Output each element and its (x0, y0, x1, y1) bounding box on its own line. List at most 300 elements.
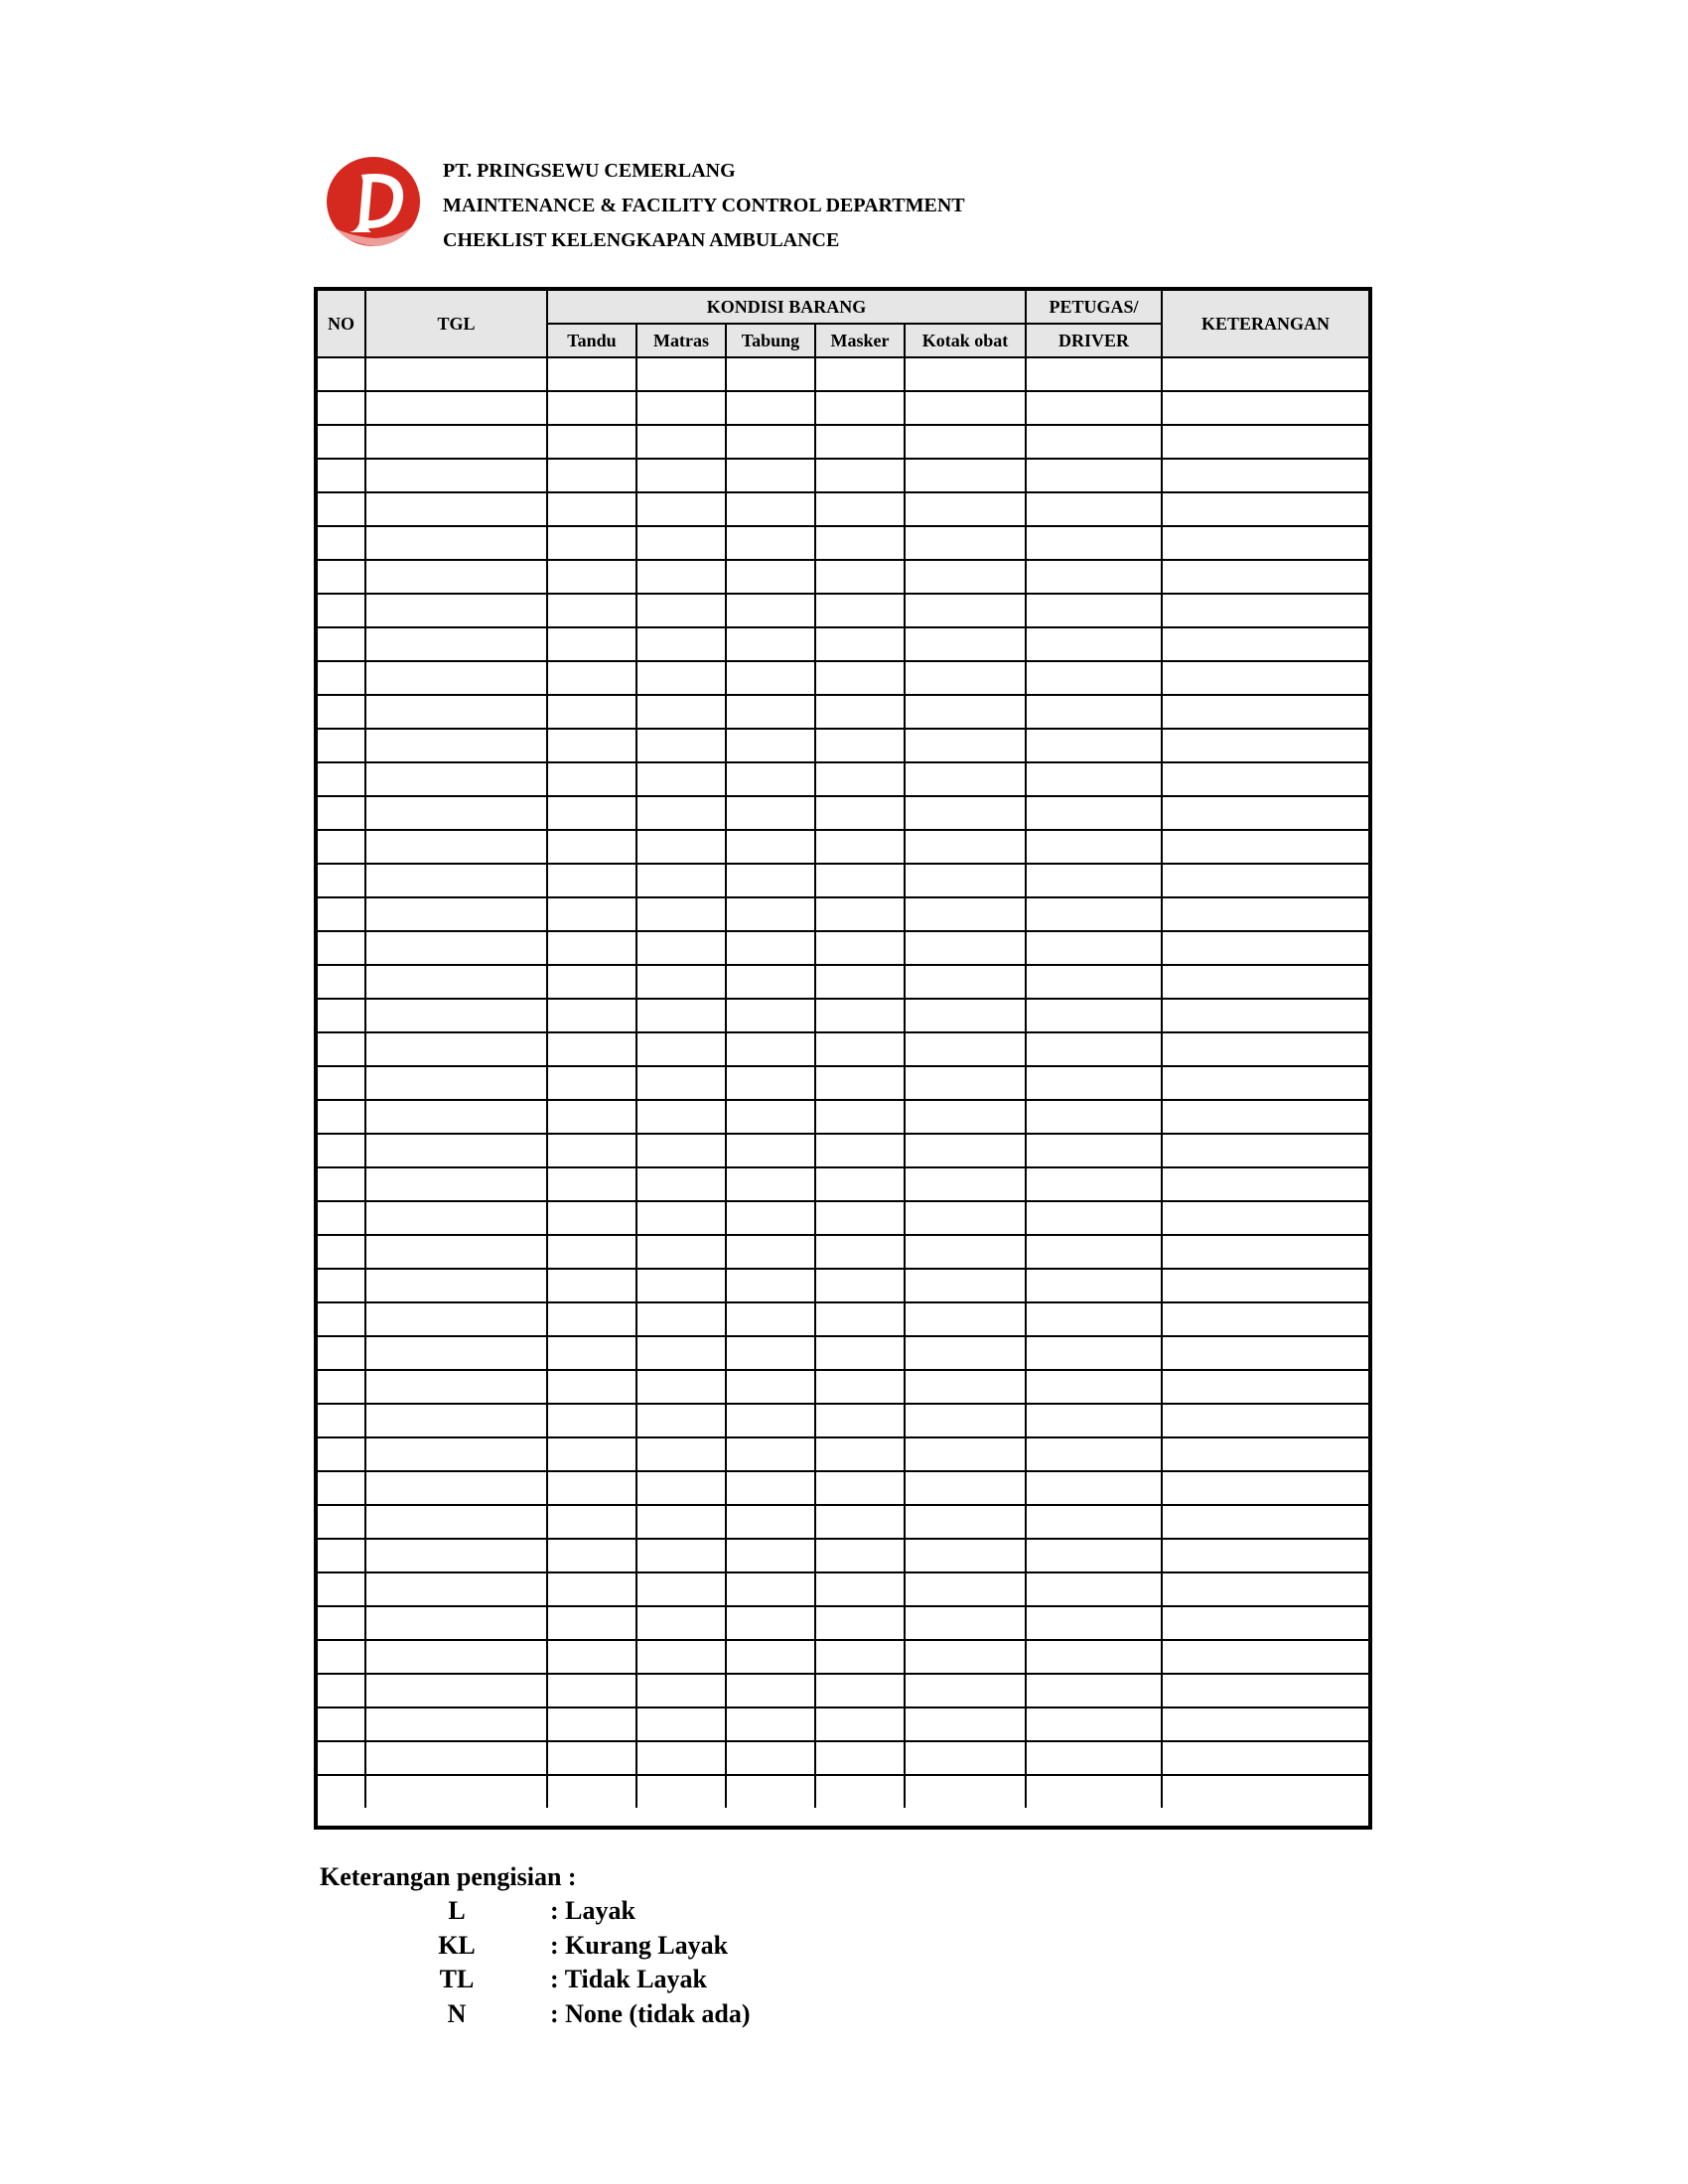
cell-tandu[interactable] (547, 594, 636, 627)
cell-no[interactable] (318, 1707, 365, 1741)
cell-no[interactable] (318, 1437, 365, 1471)
cell-petugas-driver[interactable] (1026, 1775, 1162, 1808)
cell-masker[interactable] (815, 1471, 905, 1505)
cell-matras[interactable] (636, 391, 726, 425)
cell-tabung[interactable] (726, 897, 815, 931)
cell-no[interactable] (318, 1539, 365, 1572)
cell-matras[interactable] (636, 1167, 726, 1201)
cell-no[interactable] (318, 594, 365, 627)
cell-tgl[interactable] (365, 729, 547, 762)
cell-no[interactable] (318, 1741, 365, 1775)
cell-kotak-obat[interactable] (905, 897, 1026, 931)
cell-matras[interactable] (636, 999, 726, 1032)
cell-tandu[interactable] (547, 897, 636, 931)
cell-no[interactable] (318, 1302, 365, 1336)
cell-petugas-driver[interactable] (1026, 492, 1162, 526)
cell-tabung[interactable] (726, 1302, 815, 1336)
cell-no[interactable] (318, 1640, 365, 1674)
cell-tabung[interactable] (726, 391, 815, 425)
cell-tabung[interactable] (726, 1201, 815, 1235)
cell-tabung[interactable] (726, 526, 815, 560)
cell-kotak-obat[interactable] (905, 1404, 1026, 1437)
cell-masker[interactable] (815, 492, 905, 526)
cell-matras[interactable] (636, 1269, 726, 1302)
cell-keterangan[interactable] (1162, 594, 1368, 627)
cell-tandu[interactable] (547, 1505, 636, 1539)
cell-masker[interactable] (815, 1505, 905, 1539)
cell-matras[interactable] (636, 1741, 726, 1775)
cell-matras[interactable] (636, 1707, 726, 1741)
cell-kotak-obat[interactable] (905, 864, 1026, 897)
cell-masker[interactable] (815, 1032, 905, 1066)
cell-tandu[interactable] (547, 864, 636, 897)
cell-tgl[interactable] (365, 1167, 547, 1201)
cell-keterangan[interactable] (1162, 425, 1368, 459)
cell-tabung[interactable] (726, 1134, 815, 1167)
cell-no[interactable] (318, 931, 365, 965)
cell-tandu[interactable] (547, 1741, 636, 1775)
cell-no[interactable] (318, 864, 365, 897)
cell-tandu[interactable] (547, 1336, 636, 1370)
cell-tandu[interactable] (547, 492, 636, 526)
cell-matras[interactable] (636, 1066, 726, 1100)
cell-tabung[interactable] (726, 1640, 815, 1674)
cell-tgl[interactable] (365, 627, 547, 661)
cell-tandu[interactable] (547, 1471, 636, 1505)
cell-matras[interactable] (636, 1336, 726, 1370)
cell-masker[interactable] (815, 425, 905, 459)
cell-keterangan[interactable] (1162, 1269, 1368, 1302)
cell-tabung[interactable] (726, 1741, 815, 1775)
cell-tabung[interactable] (726, 627, 815, 661)
cell-kotak-obat[interactable] (905, 729, 1026, 762)
cell-kotak-obat[interactable] (905, 695, 1026, 729)
cell-kotak-obat[interactable] (905, 830, 1026, 864)
cell-masker[interactable] (815, 560, 905, 594)
cell-petugas-driver[interactable] (1026, 661, 1162, 695)
cell-no[interactable] (318, 1606, 365, 1640)
cell-masker[interactable] (815, 594, 905, 627)
cell-tgl[interactable] (365, 1336, 547, 1370)
cell-no[interactable] (318, 425, 365, 459)
cell-masker[interactable] (815, 1437, 905, 1471)
cell-petugas-driver[interactable] (1026, 627, 1162, 661)
cell-masker[interactable] (815, 1572, 905, 1606)
cell-matras[interactable] (636, 931, 726, 965)
cell-kotak-obat[interactable] (905, 492, 1026, 526)
cell-tabung[interactable] (726, 729, 815, 762)
cell-masker[interactable] (815, 1640, 905, 1674)
cell-no[interactable] (318, 830, 365, 864)
cell-keterangan[interactable] (1162, 897, 1368, 931)
cell-tandu[interactable] (547, 1707, 636, 1741)
cell-masker[interactable] (815, 1539, 905, 1572)
cell-no[interactable] (318, 1235, 365, 1269)
cell-masker[interactable] (815, 1201, 905, 1235)
cell-keterangan[interactable] (1162, 931, 1368, 965)
cell-tgl[interactable] (365, 965, 547, 999)
cell-petugas-driver[interactable] (1026, 1201, 1162, 1235)
cell-kotak-obat[interactable] (905, 1505, 1026, 1539)
cell-tabung[interactable] (726, 1505, 815, 1539)
cell-keterangan[interactable] (1162, 762, 1368, 796)
cell-no[interactable] (318, 492, 365, 526)
cell-masker[interactable] (815, 526, 905, 560)
cell-tabung[interactable] (726, 661, 815, 695)
cell-petugas-driver[interactable] (1026, 1471, 1162, 1505)
cell-no[interactable] (318, 1674, 365, 1707)
cell-matras[interactable] (636, 695, 726, 729)
cell-tabung[interactable] (726, 1775, 815, 1808)
cell-kotak-obat[interactable] (905, 1336, 1026, 1370)
cell-matras[interactable] (636, 1775, 726, 1808)
cell-tandu[interactable] (547, 1134, 636, 1167)
cell-keterangan[interactable] (1162, 1235, 1368, 1269)
cell-matras[interactable] (636, 1201, 726, 1235)
cell-keterangan[interactable] (1162, 965, 1368, 999)
cell-tabung[interactable] (726, 695, 815, 729)
cell-tgl[interactable] (365, 391, 547, 425)
cell-tgl[interactable] (365, 1674, 547, 1707)
cell-petugas-driver[interactable] (1026, 796, 1162, 830)
cell-no[interactable] (318, 1167, 365, 1201)
cell-tandu[interactable] (547, 1235, 636, 1269)
cell-keterangan[interactable] (1162, 1066, 1368, 1100)
cell-tabung[interactable] (726, 1066, 815, 1100)
cell-kotak-obat[interactable] (905, 1741, 1026, 1775)
cell-kotak-obat[interactable] (905, 627, 1026, 661)
cell-petugas-driver[interactable] (1026, 897, 1162, 931)
cell-tabung[interactable] (726, 1235, 815, 1269)
cell-kotak-obat[interactable] (905, 1539, 1026, 1572)
cell-matras[interactable] (636, 864, 726, 897)
cell-tabung[interactable] (726, 965, 815, 999)
cell-tgl[interactable] (365, 1302, 547, 1336)
cell-kotak-obat[interactable] (905, 1606, 1026, 1640)
cell-masker[interactable] (815, 931, 905, 965)
cell-kotak-obat[interactable] (905, 931, 1026, 965)
cell-no[interactable] (318, 762, 365, 796)
cell-no[interactable] (318, 459, 365, 492)
cell-tgl[interactable] (365, 560, 547, 594)
cell-matras[interactable] (636, 357, 726, 391)
cell-petugas-driver[interactable] (1026, 830, 1162, 864)
cell-kotak-obat[interactable] (905, 1134, 1026, 1167)
cell-tabung[interactable] (726, 425, 815, 459)
cell-keterangan[interactable] (1162, 1167, 1368, 1201)
cell-keterangan[interactable] (1162, 1032, 1368, 1066)
cell-petugas-driver[interactable] (1026, 526, 1162, 560)
cell-petugas-driver[interactable] (1026, 1269, 1162, 1302)
cell-no[interactable] (318, 999, 365, 1032)
cell-keterangan[interactable] (1162, 391, 1368, 425)
cell-petugas-driver[interactable] (1026, 1741, 1162, 1775)
cell-matras[interactable] (636, 762, 726, 796)
cell-tgl[interactable] (365, 1370, 547, 1404)
cell-petugas-driver[interactable] (1026, 729, 1162, 762)
cell-kotak-obat[interactable] (905, 1572, 1026, 1606)
cell-masker[interactable] (815, 1134, 905, 1167)
cell-keterangan[interactable] (1162, 1539, 1368, 1572)
cell-tandu[interactable] (547, 1572, 636, 1606)
cell-tabung[interactable] (726, 459, 815, 492)
cell-masker[interactable] (815, 1235, 905, 1269)
cell-tandu[interactable] (547, 1066, 636, 1100)
cell-masker[interactable] (815, 661, 905, 695)
cell-tgl[interactable] (365, 1134, 547, 1167)
cell-matras[interactable] (636, 965, 726, 999)
cell-matras[interactable] (636, 1235, 726, 1269)
cell-tabung[interactable] (726, 1437, 815, 1471)
cell-masker[interactable] (815, 965, 905, 999)
cell-no[interactable] (318, 526, 365, 560)
cell-tgl[interactable] (365, 1640, 547, 1674)
cell-tabung[interactable] (726, 1674, 815, 1707)
cell-petugas-driver[interactable] (1026, 1134, 1162, 1167)
cell-tgl[interactable] (365, 594, 547, 627)
cell-tabung[interactable] (726, 1471, 815, 1505)
cell-tabung[interactable] (726, 594, 815, 627)
cell-tandu[interactable] (547, 459, 636, 492)
cell-kotak-obat[interactable] (905, 999, 1026, 1032)
cell-no[interactable] (318, 661, 365, 695)
cell-tgl[interactable] (365, 931, 547, 965)
cell-kotak-obat[interactable] (905, 1269, 1026, 1302)
cell-matras[interactable] (636, 594, 726, 627)
cell-kotak-obat[interactable] (905, 796, 1026, 830)
cell-tabung[interactable] (726, 1539, 815, 1572)
cell-tgl[interactable] (365, 1539, 547, 1572)
cell-petugas-driver[interactable] (1026, 357, 1162, 391)
cell-keterangan[interactable] (1162, 1404, 1368, 1437)
cell-tgl[interactable] (365, 762, 547, 796)
cell-masker[interactable] (815, 830, 905, 864)
cell-no[interactable] (318, 1066, 365, 1100)
cell-tabung[interactable] (726, 1370, 815, 1404)
cell-tabung[interactable] (726, 1032, 815, 1066)
cell-tandu[interactable] (547, 357, 636, 391)
cell-tgl[interactable] (365, 425, 547, 459)
cell-tgl[interactable] (365, 864, 547, 897)
cell-keterangan[interactable] (1162, 1572, 1368, 1606)
cell-tabung[interactable] (726, 357, 815, 391)
cell-tandu[interactable] (547, 1539, 636, 1572)
cell-keterangan[interactable] (1162, 1606, 1368, 1640)
cell-no[interactable] (318, 796, 365, 830)
cell-keterangan[interactable] (1162, 729, 1368, 762)
cell-petugas-driver[interactable] (1026, 965, 1162, 999)
cell-kotak-obat[interactable] (905, 1032, 1026, 1066)
cell-petugas-driver[interactable] (1026, 560, 1162, 594)
cell-keterangan[interactable] (1162, 1100, 1368, 1134)
cell-kotak-obat[interactable] (905, 1707, 1026, 1741)
cell-tandu[interactable] (547, 1302, 636, 1336)
cell-kotak-obat[interactable] (905, 1100, 1026, 1134)
cell-tgl[interactable] (365, 1032, 547, 1066)
cell-masker[interactable] (815, 627, 905, 661)
cell-matras[interactable] (636, 1505, 726, 1539)
cell-tandu[interactable] (547, 1269, 636, 1302)
cell-keterangan[interactable] (1162, 1437, 1368, 1471)
cell-no[interactable] (318, 729, 365, 762)
cell-no[interactable] (318, 627, 365, 661)
cell-petugas-driver[interactable] (1026, 1235, 1162, 1269)
cell-petugas-driver[interactable] (1026, 1674, 1162, 1707)
cell-masker[interactable] (815, 1066, 905, 1100)
cell-tabung[interactable] (726, 492, 815, 526)
cell-kotak-obat[interactable] (905, 1471, 1026, 1505)
cell-tandu[interactable] (547, 1201, 636, 1235)
cell-kotak-obat[interactable] (905, 560, 1026, 594)
cell-matras[interactable] (636, 897, 726, 931)
cell-matras[interactable] (636, 729, 726, 762)
cell-keterangan[interactable] (1162, 1640, 1368, 1674)
cell-masker[interactable] (815, 1404, 905, 1437)
cell-tabung[interactable] (726, 1404, 815, 1437)
cell-kotak-obat[interactable] (905, 1674, 1026, 1707)
cell-tgl[interactable] (365, 1269, 547, 1302)
cell-tandu[interactable] (547, 1775, 636, 1808)
cell-tandu[interactable] (547, 1606, 636, 1640)
cell-matras[interactable] (636, 425, 726, 459)
cell-tgl[interactable] (365, 1572, 547, 1606)
cell-keterangan[interactable] (1162, 1471, 1368, 1505)
cell-masker[interactable] (815, 897, 905, 931)
cell-tgl[interactable] (365, 459, 547, 492)
cell-no[interactable] (318, 1471, 365, 1505)
cell-petugas-driver[interactable] (1026, 999, 1162, 1032)
cell-tabung[interactable] (726, 1100, 815, 1134)
cell-petugas-driver[interactable] (1026, 1032, 1162, 1066)
cell-tabung[interactable] (726, 1167, 815, 1201)
cell-no[interactable] (318, 1404, 365, 1437)
cell-no[interactable] (318, 391, 365, 425)
cell-no[interactable] (318, 560, 365, 594)
cell-no[interactable] (318, 1572, 365, 1606)
cell-tgl[interactable] (365, 1471, 547, 1505)
cell-matras[interactable] (636, 1370, 726, 1404)
cell-keterangan[interactable] (1162, 627, 1368, 661)
cell-matras[interactable] (636, 830, 726, 864)
cell-tgl[interactable] (365, 796, 547, 830)
cell-kotak-obat[interactable] (905, 762, 1026, 796)
cell-petugas-driver[interactable] (1026, 459, 1162, 492)
cell-masker[interactable] (815, 999, 905, 1032)
cell-matras[interactable] (636, 1100, 726, 1134)
cell-petugas-driver[interactable] (1026, 864, 1162, 897)
cell-masker[interactable] (815, 1775, 905, 1808)
cell-petugas-driver[interactable] (1026, 1707, 1162, 1741)
cell-no[interactable] (318, 1370, 365, 1404)
cell-tandu[interactable] (547, 1640, 636, 1674)
cell-tandu[interactable] (547, 796, 636, 830)
cell-tgl[interactable] (365, 1066, 547, 1100)
cell-keterangan[interactable] (1162, 1134, 1368, 1167)
cell-tandu[interactable] (547, 560, 636, 594)
cell-tabung[interactable] (726, 762, 815, 796)
cell-petugas-driver[interactable] (1026, 1336, 1162, 1370)
cell-no[interactable] (318, 1505, 365, 1539)
cell-tgl[interactable] (365, 1235, 547, 1269)
cell-petugas-driver[interactable] (1026, 1100, 1162, 1134)
cell-masker[interactable] (815, 1370, 905, 1404)
cell-matras[interactable] (636, 1572, 726, 1606)
cell-kotak-obat[interactable] (905, 425, 1026, 459)
cell-tandu[interactable] (547, 1100, 636, 1134)
cell-petugas-driver[interactable] (1026, 1572, 1162, 1606)
cell-keterangan[interactable] (1162, 796, 1368, 830)
cell-keterangan[interactable] (1162, 1505, 1368, 1539)
cell-petugas-driver[interactable] (1026, 594, 1162, 627)
cell-petugas-driver[interactable] (1026, 695, 1162, 729)
cell-petugas-driver[interactable] (1026, 1606, 1162, 1640)
cell-tgl[interactable] (365, 661, 547, 695)
cell-tgl[interactable] (365, 526, 547, 560)
cell-tabung[interactable] (726, 830, 815, 864)
cell-masker[interactable] (815, 1100, 905, 1134)
cell-tabung[interactable] (726, 864, 815, 897)
cell-masker[interactable] (815, 762, 905, 796)
cell-kotak-obat[interactable] (905, 459, 1026, 492)
cell-petugas-driver[interactable] (1026, 425, 1162, 459)
cell-petugas-driver[interactable] (1026, 1370, 1162, 1404)
cell-matras[interactable] (636, 560, 726, 594)
cell-keterangan[interactable] (1162, 830, 1368, 864)
cell-petugas-driver[interactable] (1026, 1302, 1162, 1336)
cell-no[interactable] (318, 1032, 365, 1066)
cell-masker[interactable] (815, 864, 905, 897)
cell-kotak-obat[interactable] (905, 1775, 1026, 1808)
cell-tandu[interactable] (547, 661, 636, 695)
cell-masker[interactable] (815, 1302, 905, 1336)
cell-tandu[interactable] (547, 999, 636, 1032)
cell-keterangan[interactable] (1162, 999, 1368, 1032)
cell-tgl[interactable] (365, 1201, 547, 1235)
cell-tgl[interactable] (365, 1100, 547, 1134)
cell-petugas-driver[interactable] (1026, 1505, 1162, 1539)
cell-matras[interactable] (636, 1674, 726, 1707)
cell-keterangan[interactable] (1162, 1336, 1368, 1370)
cell-masker[interactable] (815, 1674, 905, 1707)
cell-tandu[interactable] (547, 391, 636, 425)
cell-petugas-driver[interactable] (1026, 1066, 1162, 1100)
cell-petugas-driver[interactable] (1026, 1404, 1162, 1437)
cell-no[interactable] (318, 1775, 365, 1808)
cell-tandu[interactable] (547, 1674, 636, 1707)
cell-tabung[interactable] (726, 1336, 815, 1370)
cell-petugas-driver[interactable] (1026, 1167, 1162, 1201)
cell-petugas-driver[interactable] (1026, 1437, 1162, 1471)
cell-keterangan[interactable] (1162, 459, 1368, 492)
cell-kotak-obat[interactable] (905, 1201, 1026, 1235)
cell-no[interactable] (318, 357, 365, 391)
cell-tgl[interactable] (365, 1707, 547, 1741)
cell-tgl[interactable] (365, 830, 547, 864)
cell-kotak-obat[interactable] (905, 357, 1026, 391)
cell-no[interactable] (318, 1269, 365, 1302)
cell-tabung[interactable] (726, 931, 815, 965)
cell-matras[interactable] (636, 1437, 726, 1471)
cell-tandu[interactable] (547, 526, 636, 560)
cell-kotak-obat[interactable] (905, 1302, 1026, 1336)
cell-keterangan[interactable] (1162, 864, 1368, 897)
cell-tgl[interactable] (365, 357, 547, 391)
cell-petugas-driver[interactable] (1026, 1539, 1162, 1572)
cell-no[interactable] (318, 897, 365, 931)
cell-matras[interactable] (636, 627, 726, 661)
cell-tandu[interactable] (547, 1437, 636, 1471)
cell-tandu[interactable] (547, 1167, 636, 1201)
